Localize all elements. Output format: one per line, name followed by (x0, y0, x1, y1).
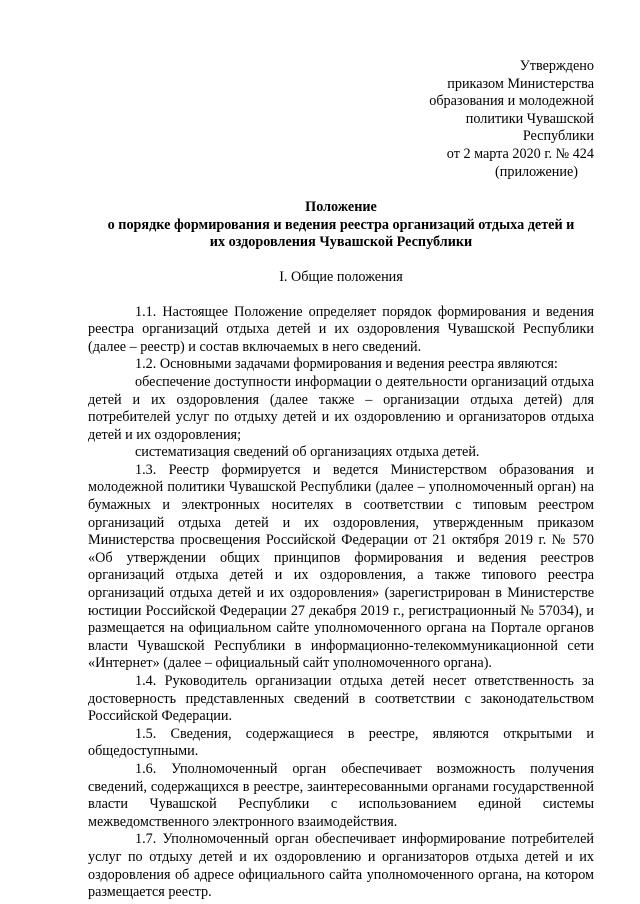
paragraph-1-7: 1.7. Уполномоченный орган обеспечивает информирование потребителей услуг по отдыху детей и их оздоровлению и организаторов отдыха детей и их оздоровления об адресе официального сайта уполномоченного органа, на котором размещается реестр. (88, 831, 594, 901)
document-body (88, 304, 594, 902)
document-title (88, 199, 594, 252)
paragraph-task-systematization: систематизация сведений об организациях отдыха детей. (135, 444, 480, 461)
title-line: их оздоровления Чувашской Республики (209, 234, 473, 251)
section-heading: I. Общие положения (279, 268, 403, 285)
approval-line: Республики (522, 128, 594, 145)
paragraph-1-6: 1.6. Уполномоченный орган обеспечивает возможность получения сведений, содержащихся в реестре, заинтересованными органами государственной власти Чувашской Республики с использованием единой системы межведомственного электронного взаимодействия. (88, 760, 594, 830)
title-line: Положение (305, 199, 377, 216)
paragraph-1-2: 1.2. Основными задачами формирования и ведения реестра являются: (135, 356, 558, 373)
paragraph-1-4: 1.4. Руководитель организации отдыха детей несет ответственность за достоверность представленных сведений в соответствии с законодательством Российской Федерации. (88, 673, 594, 725)
approval-line: образования и молодежной (429, 93, 594, 110)
approval-line: Утверждено (519, 58, 594, 74)
paragraph-1-1: 1.1. Настоящее Положение определяет порядок формирования и ведения реестра организаций отдыха детей и их оздоровления Чувашской Республики (далее – реестр) и состав включаемых в него сведений. (88, 303, 594, 355)
approval-line: политики Чувашской (465, 110, 594, 127)
approval-block (294, 58, 594, 181)
title-line: о порядке формирования и ведения реестра организаций отдыха детей и (107, 216, 575, 233)
paragraph-1-5: 1.5. Сведения, содержащиеся в реестре, являются открытыми и общедоступными. (88, 725, 594, 760)
paragraph-1-3: 1.3. Реестр формируется и ведется Министерством образования и молодежной политики Чувашской Республики (далее – уполномоченный орган) на бумажных и электронных носителях в соответствии с типовым реестром организаций отдыха детей и их оздоровления, утвержденным приказом Министерства просвещения Российской Федерации от 21 октября 2019 г. № 570 «Об утверждении общих принципов формирования и ведения реестров организаций отдыха детей и их оздоровления, а также типового реестра организаций отдыха детей и их оздоровления» (зарегистрирован в Министерстве юстиции Российской Федерации 27 декабря 2019 г., регистрационный № 57034), и размещается на официальном сайте уполномоченного органа на Портале органов власти Чувашской Республики в информационно-телекоммуникационной сети «Интернет» (далее – официальный сайт уполномоченного органа). (88, 461, 594, 672)
paragraph-task-availability: обеспечение доступности информации о деятельности организаций отдыха детей и их оздоровления (далее также – организации отдыха детей) для потребителей услуг по отдыху детей и их оздоровлению и организаторов отдыха детей и их оздоровления; (88, 373, 594, 443)
approval-note: (приложение) (495, 163, 578, 180)
approval-line: от 2 марта 2020 г. № 424 (446, 145, 594, 162)
approval-line: приказом Министерства (447, 75, 594, 92)
